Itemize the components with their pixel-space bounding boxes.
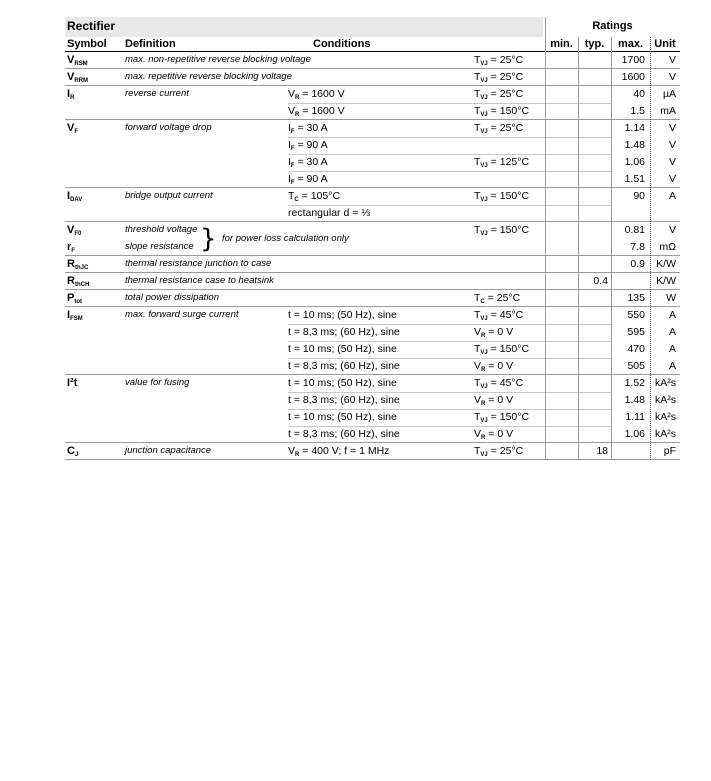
condition-idav: $T_C = 105^\circ C$ [288,190,341,203]
subrow-rule [288,341,611,342]
definition-ptot: total power dissipation [125,292,219,303]
subscript: VJ [480,384,488,390]
symbol-subscript: FSM [70,316,83,322]
subscript: VJ [480,78,488,84]
row-rule [65,306,680,307]
max-value-idav: 90 [633,190,645,202]
temperature-ifsm: $V_R = 0$ V [474,360,514,373]
max-value-ptot: 135 [627,292,645,304]
max-value-vf: 1.48 [624,139,645,151]
row-rule [65,442,680,443]
temperature-ifsm: $T_{VJ} = 45^\circ C$ [474,309,524,322]
symbol-ir: $I_R$ [67,88,75,101]
subrow-rule [288,409,611,410]
temperature-ir: $T_{VJ} = 25^\circ C$ [474,88,524,101]
unit-ifsm: A [668,343,676,355]
subscript: VJ [480,452,488,458]
temperature-vf: $T_{VJ} = 25^\circ C$ [474,122,524,135]
definition-vrrm: max. repetitive reverse blocking voltage [125,71,292,82]
temperature-i2t: $T_{VJ} = 150^\circ C$ [474,411,530,424]
unit-rthjc: K/W [656,258,676,270]
unit-ir: µA [662,88,676,100]
definition-rthch: thermal resistance case to heatsink [125,275,274,286]
symbol-vf0: $V_{F0}$ [67,224,82,237]
unit-rf: mΩ [659,241,676,253]
unit-vrrm: V [668,71,676,83]
subscript: R [481,367,486,373]
max-value-i2t: 1.52 [624,377,645,389]
symbol-subscript: tot [74,299,83,305]
condition-ifsm: t = 8,3 ms; (60 Hz), sine [288,326,400,338]
condition-ifsm: t = 8,3 ms; (60 Hz), sine [288,360,400,372]
temperature-vf0: $T_{VJ} = 150^\circ C$ [474,224,530,237]
max-value-vf0: 0.81 [624,224,645,236]
symbol-rthjc: $R_{thJC}$ [67,258,89,271]
row-rule [65,272,680,273]
condition-cj: $V_R = 400$ V; f = 1 MHz [288,445,390,458]
max-value-vf: 1.51 [624,173,645,185]
symbol-subscript: R [70,95,75,101]
symbol-subscript: J [74,452,79,458]
subrow-rule [288,103,611,104]
condition-vf: $I_F = 90$ A [288,139,328,152]
symbol-subscript: DAV [70,197,83,203]
subscript: R [481,333,486,339]
condition-ifsm: t = 10 ms; (50 Hz), sine [288,309,397,321]
symbol-ifsm: $I_{FSM}$ [67,309,83,322]
max-value-vf: 1.06 [624,156,645,168]
col-line-min [545,17,546,460]
col-line-max [611,37,612,460]
row-rule [65,85,680,86]
unit-vf: V [668,122,676,134]
temperature-cj: $T_{VJ} = 25^\circ C$ [474,445,524,458]
conditions-heading: Conditions [313,38,371,50]
subscript: VJ [480,197,488,203]
max-value-ifsm: 550 [627,309,645,321]
col-line-unit [650,37,651,460]
symbol-vf: $V_F$ [67,122,79,135]
header-rule [65,51,680,52]
condition-i2t: t = 8,3 ms; (60 Hz), sine [288,428,400,440]
unit-vf0: V [668,224,676,236]
symbol-ptot: $P_{tot}$ [67,292,83,305]
unit-heading: Unit [654,38,676,50]
definition-vrsm: max. non-repetitive reverse blocking voltage [125,54,311,65]
symbol-vrsm: $V_{RSM}$ [67,54,88,67]
max-value-vrsm: 1700 [621,54,645,66]
subscript: C [294,197,299,203]
row-rule [65,459,680,460]
symbol-subscript: thCH [74,282,90,288]
row-rule [65,119,680,120]
row-rule [65,221,680,222]
subrow-rule [288,154,611,155]
definition-ir: reverse current [125,88,189,99]
subscript: VJ [480,350,488,356]
subrow-rule [288,205,611,206]
condition-vf: $I_F = 30$ A [288,156,328,169]
symbol-subscript: thJC [74,265,89,271]
condition-vf: $I_F = 30$ A [288,122,328,135]
unit-i2t: kA²s [655,377,676,389]
max-value-rthjc: 0.9 [630,258,645,270]
subrow-rule [288,358,611,359]
unit-idav: A [668,190,676,202]
condition-i2t: t = 10 ms; (50 Hz), sine [288,411,397,423]
max-value-i2t: 1.48 [624,394,645,406]
symbol-heading: Symbol [67,38,107,50]
definition-idav: bridge output current [125,190,213,201]
subscript: VJ [480,61,488,67]
brace-note: for power loss calculation only [222,233,349,244]
unit-vf: V [668,173,676,185]
condition-ifsm: t = 10 ms; (50 Hz), sine [288,343,397,355]
temperature-i2t: $V_R = 0$ V [474,394,514,407]
typ-value-rthch: 0.4 [593,275,608,287]
unit-vf: V [668,139,676,151]
typ-heading: typ. [584,38,605,50]
subrow-rule [288,137,611,138]
unit-ifsm: A [668,309,676,321]
subscript: VJ [480,316,488,322]
subscript: VJ [480,95,488,101]
unit-vrsm: V [668,54,676,66]
max-value-vf: 1.14 [624,122,645,134]
definition-rf: slope resistance [125,241,194,252]
subscript: F [290,163,295,169]
symbol-subscript: F0 [74,231,82,237]
unit-cj: pF [663,445,676,457]
max-value-ifsm: 595 [627,326,645,338]
subscript: C [480,299,485,305]
max-value-ir: 40 [633,88,645,100]
header-band [65,17,543,37]
subscript: R [295,452,300,458]
max-value-i2t: 1.11 [625,411,645,423]
condition-vf: $I_F = 90$ A [288,173,328,186]
max-value-i2t: 1.06 [624,428,645,440]
subscript: F [290,146,295,152]
definition-rthjc: thermal resistance junction to case [125,258,272,269]
symbol-idav: $I_{DAV}$ [67,190,83,203]
definition-i2t: value for fusing [125,377,190,388]
subscript: VJ [480,112,488,118]
unit-ptot: W [666,292,676,304]
subscript: R [481,435,486,441]
unit-ifsm: A [668,326,676,338]
definition-cj: junction capacitance [125,445,212,456]
section-title: Rectifier [67,19,116,33]
max-value-rf: 7.8 [630,241,645,253]
subrow-rule [288,324,611,325]
condition-idav: rectangular d = ⅓ [288,207,371,219]
max-value-ifsm: 505 [627,360,645,372]
subscript: R [295,95,300,101]
unit-vf: V [668,156,676,168]
symbol-vrrm: $V_{RRM}$ [67,71,89,84]
subrow-rule [288,392,611,393]
col-line-typ [578,37,579,460]
unit-i2t: kA²s [655,394,676,406]
min-heading: min. [550,38,573,50]
subscript: F [290,180,295,186]
subscript: VJ [480,231,488,237]
condition-ir: $V_R = 1600$ V [288,105,345,118]
temperature-ptot: $T_C = 25^\circ C$ [474,292,521,305]
unit-i2t: kA²s [655,411,676,423]
subscript: R [481,401,486,407]
symbol-rf: $r_F$ [67,241,75,254]
temperature-i2t: $T_{VJ} = 45^\circ C$ [474,377,524,390]
condition-i2t: t = 8,3 ms; (60 Hz), sine [288,394,400,406]
unit-rthch: K/W [656,275,676,287]
subscript: F [290,129,295,135]
row-rule [65,374,680,375]
definition-vf0: threshold voltage [125,224,198,235]
temperature-i2t: $V_R = 0$ V [474,428,514,441]
temperature-vf: $T_{VJ} = 125^\circ C$ [474,156,530,169]
subscript: VJ [480,163,488,169]
symbol-subscript: RRM [74,78,89,84]
symbol-i2t: I²t [67,377,78,389]
subrow-rule [288,426,611,427]
definition-ifsm: max. forward surge current [125,309,239,320]
temperature-ifsm: $V_R = 0$ V [474,326,514,339]
condition-i2t: t = 10 ms; (50 Hz), sine [288,377,397,389]
max-value-vrrm: 1600 [621,71,645,83]
symbol-rthch: $R_{thCH}$ [67,275,90,288]
ratings-heading: Ratings [592,20,633,32]
temperature-ir: $T_{VJ} = 150^\circ C$ [474,105,530,118]
temperature-idav: $T_{VJ} = 150^\circ C$ [474,190,530,203]
subscript: VJ [480,129,488,135]
row-rule [65,68,680,69]
max-value-ifsm: 470 [627,343,645,355]
max-heading: max. [617,38,644,50]
brace-symbol: } [200,224,217,254]
row-rule [65,187,680,188]
symbol-subscript: F [74,129,79,135]
unit-i2t: kA²s [655,428,676,440]
symbol-subscript: F [71,248,75,254]
row-rule [65,255,680,256]
unit-ifsm: A [668,360,676,372]
subscript: VJ [480,418,488,424]
max-value-ir: 1.5 [630,105,645,117]
subrow-rule [288,171,611,172]
symbol-subscript: RSM [74,61,88,67]
temperature-ifsm: $T_{VJ} = 150^\circ C$ [474,343,530,356]
condition-ir: $V_R = 1600$ V [288,88,345,101]
definition-vf: forward voltage drop [125,122,212,133]
subscript: R [295,112,300,118]
typ-value-cj: 18 [596,445,608,457]
symbol-cj: $C_J$ [67,445,79,458]
definition-heading: Definition [125,38,176,50]
temperature-vrrm: $T_{VJ} = 25^\circ C$ [474,71,524,84]
temperature-vrsm: $T_{VJ} = 25^\circ C$ [474,54,524,67]
unit-ir: mA [660,105,676,117]
row-rule [65,289,680,290]
